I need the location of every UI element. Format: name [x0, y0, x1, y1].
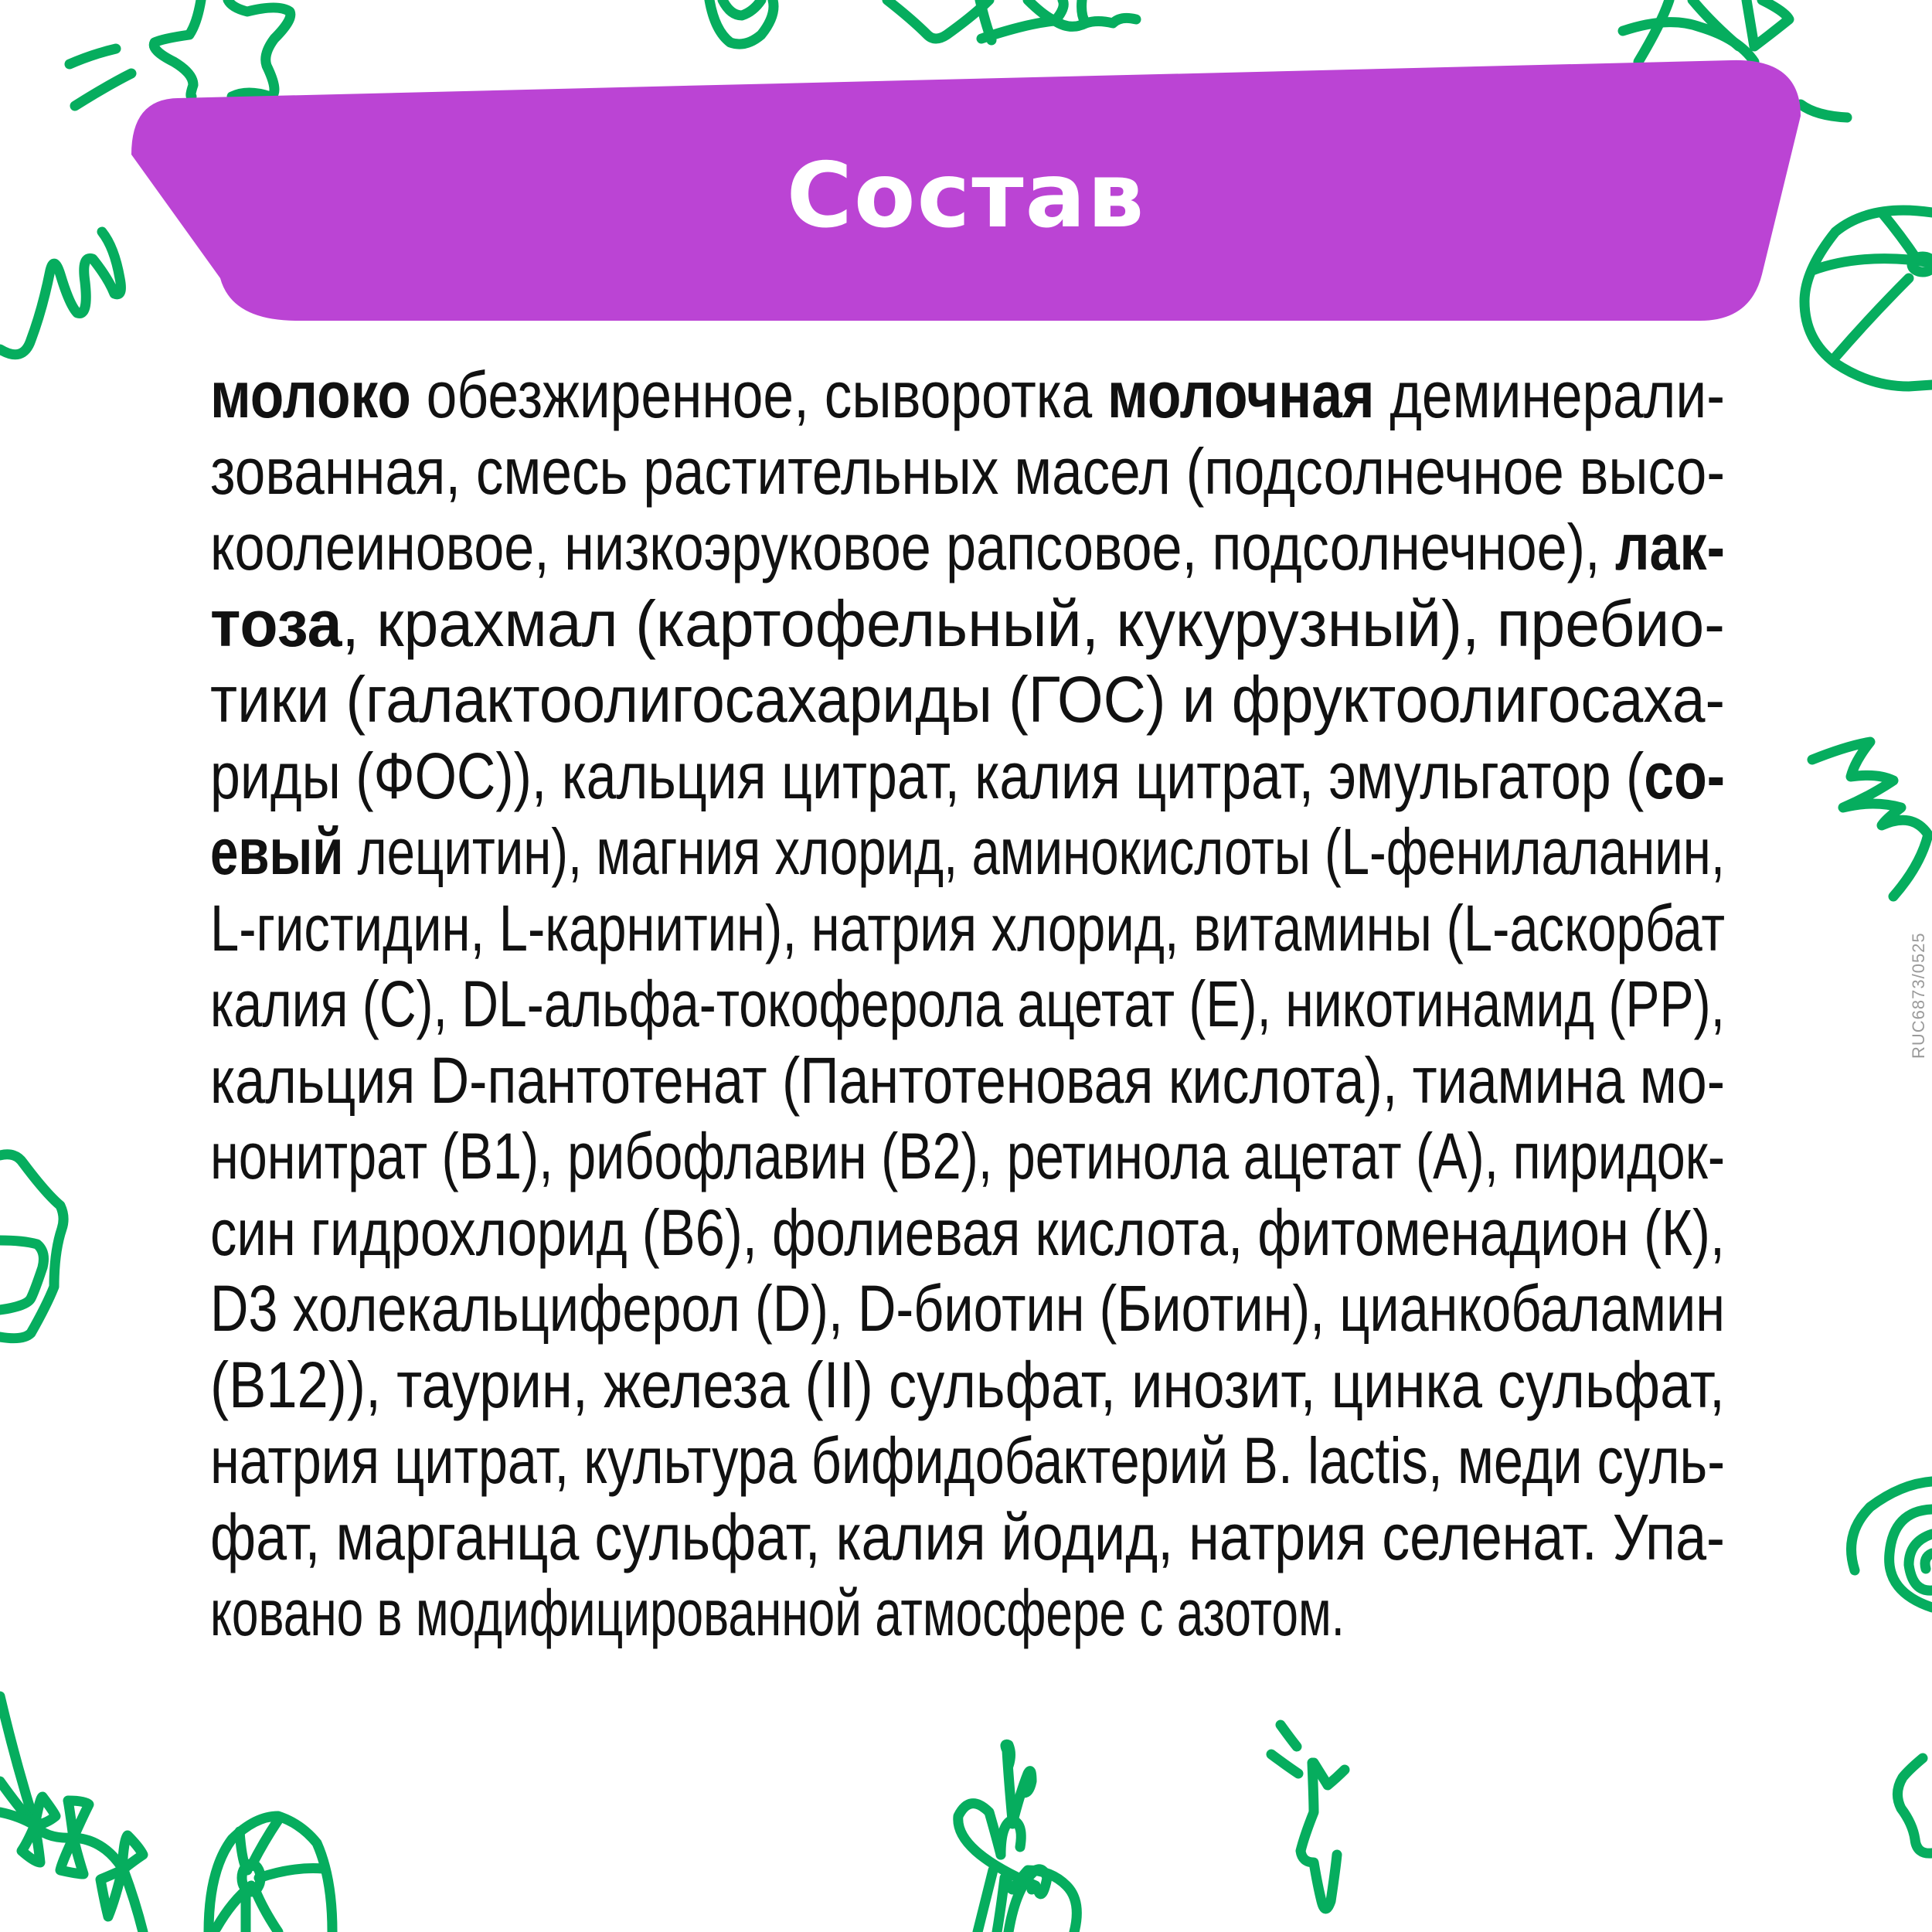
ingredient-line	[210, 1270, 1725, 1347]
ingredient-text: зованная, смесь растительных масел (подсолнечное высо-	[210, 434, 1725, 508]
ingredient-line	[210, 509, 1725, 586]
ingredient-text: коолеиновое, низкоэруковое рапсовое, подсолнечное),	[210, 511, 1616, 583]
ingredient-text: кальция D-пантотенат (Пантотеновая кислота), тиамина мо-	[210, 1043, 1725, 1117]
target-spiral-icon	[1852, 1481, 1932, 1607]
ingredient-line	[210, 738, 1725, 815]
kite-tail-icon	[0, 1696, 143, 1932]
ingredient-line	[210, 1043, 1725, 1119]
ingredient-text: фат, марганца сульфат, калия йодид, натрия селенат. Упа-	[210, 1500, 1725, 1573]
ingredient-text: лецитин), магния хлорид, аминокислоты (L-фенилаланин,	[343, 815, 1726, 888]
allergen-highlight: молоко	[210, 359, 411, 431]
ingredient-text: деминерали-	[1374, 359, 1725, 431]
allergen-highlight: тоза	[210, 587, 342, 660]
ingredient-text: натрия цитрат, культура бифидобактерий B. lactis, меди суль-	[210, 1424, 1725, 1497]
ingredient-line	[210, 662, 1725, 738]
ingredient-line	[210, 1347, 1725, 1423]
product-code: RUC6873/0525	[1909, 932, 1928, 1059]
ingredient-line	[210, 586, 1725, 662]
ingredient-text: , крахмал (картофельный, кукурузный), пребио-	[342, 587, 1725, 660]
allergen-highlight: лак-	[1615, 511, 1725, 583]
star-bottom-icon	[1271, 1725, 1345, 1909]
ingredient-text: обезжиренное, сыворотка	[410, 359, 1108, 431]
allergen-highlight: евый	[210, 815, 344, 888]
ingredient-line	[210, 1423, 1725, 1499]
ingredient-text: ковано в модифицированной атмосфере с азотом.	[210, 1577, 1345, 1649]
ingredient-line	[210, 1499, 1725, 1576]
zigzag-icon	[1812, 742, 1928, 896]
butterfly-icon	[958, 1744, 1077, 1932]
ingredient-line	[210, 1118, 1725, 1195]
beach-ball-bottom-icon	[209, 1816, 332, 1932]
ingredient-line	[210, 1575, 1725, 1651]
hexagon-icon	[0, 1155, 63, 1338]
ingredient-line	[210, 434, 1725, 510]
ingredient-line	[210, 966, 1725, 1043]
ingredient-text: D3 холекальциферол (D), D-биотин (Биотин), цианкобаламин	[210, 1272, 1725, 1345]
ingredient-line	[210, 357, 1725, 434]
ingredient-text: калия (С), DL-альфа-токоферола ацетат (Е), никотинамид (РР),	[210, 968, 1725, 1040]
ingredient-text: тики (галактоолигосахариды (ГОС) и фруктоолигосаха-	[210, 663, 1725, 736]
allergen-highlight: со-	[1644, 739, 1725, 812]
ingredient-text: син гидрохлорид (В6), фолиевая кислота, фитоменадион (К),	[210, 1196, 1725, 1269]
ingredient-text: нонитрат (В1), рибофлавин (В2), ретинола ацетат (А), пиридок-	[210, 1120, 1725, 1192]
ingredient-text: риды (ФОС)), кальция цитрат, калия цитрат, эмульгатор (	[210, 739, 1645, 812]
ingredient-line	[210, 890, 1725, 967]
ingredient-line	[210, 814, 1725, 890]
page-title: Состав	[786, 144, 1146, 248]
ingredient-line	[210, 1195, 1725, 1271]
ingredient-text: L-гистидин, L-карнитин), натрия хлорид, витамины (L-аскорбат	[210, 891, 1725, 964]
star-edge-icon	[1897, 1758, 1932, 1853]
ingredients-text	[210, 357, 1725, 1651]
ingredient-text: (В12)), таурин, железа (II) сульфат, инозит, цинка сульфат,	[210, 1348, 1725, 1421]
allergen-highlight: молочная	[1107, 359, 1375, 431]
